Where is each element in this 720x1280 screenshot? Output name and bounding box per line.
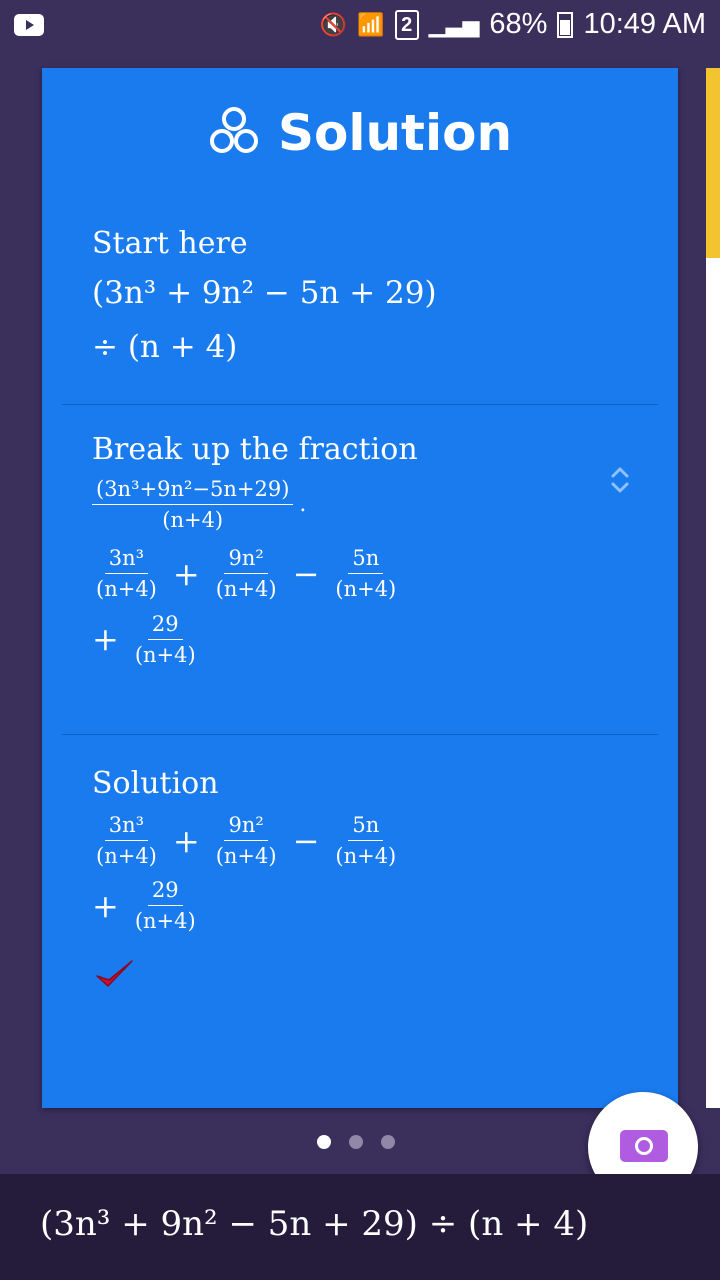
solution-fractions-row [92,878,652,933]
signal-icon: ▁▃▅ [428,11,480,37]
camera-icon [620,1130,668,1162]
expression-line: ÷ (n + 4) [92,329,238,365]
solution-fractions-row [92,813,652,868]
card-title: Solution [277,104,513,162]
status-bar [0,0,720,50]
split-fractions-row [92,612,652,667]
status-icons [320,8,706,41]
step-break-up-fraction [92,432,652,667]
divider [62,404,658,405]
logo-icon [208,105,264,161]
step-title: Solution [92,766,219,801]
operator: + [172,821,200,860]
fraction: $\frac{\text{3n³}}{(n+4)}$ [96,813,157,869]
step-solution [92,766,652,934]
fraction: $\frac{5n}{(n+4)}$ [335,813,397,869]
problem-expression: (3n³ + 9n² − 5n + 29) ÷ (n + 4) [40,1204,589,1244]
next-card-peek[interactable] [706,68,720,1108]
fraction: $\frac{\text{9n²}}{(n+4)}$ [215,546,277,602]
operator: + [92,620,119,659]
battery-icon [557,12,573,38]
fraction: $\frac{29}{(n+4)}$ [134,878,196,934]
pager-dot[interactable] [317,1135,331,1149]
step-title: Break up the fraction [92,432,418,467]
collapse-toggle-icon[interactable] [608,464,632,496]
expression-line: (3n³ + 9n² − 5n + 29) [92,275,437,311]
combined-fraction: $\frac{\text{(3n³+9n²−5n+29)}}{(n+4)}$ . [92,477,652,532]
clock: 10:49 AM [583,8,706,40]
operator: − [292,554,320,593]
divider [62,734,658,735]
fraction: $\frac{29}{(n+4)}$ [134,611,196,667]
pager-dot[interactable] [349,1135,363,1149]
fraction: $\frac{\text{9n²}}{(n+4)}$ [215,813,277,869]
battery-percent: 68% [489,8,548,40]
pager-dots [317,1135,395,1149]
step-title: Start here [92,226,248,261]
operator: − [292,821,320,860]
vibrate-mute-icon: 🔇 [319,11,348,37]
step-start-here [92,226,652,365]
play-notification-icon [14,14,44,36]
split-fractions-row [92,546,652,601]
fraction: $\frac{\text{(3n³+9n²−5n+29)}}{(n+4)}$ [92,477,293,532]
solution-card [42,68,678,1108]
checkmark-icon [94,958,134,990]
operator: + [172,554,200,593]
wifi-icon: 📶 [357,11,385,37]
pager-dot[interactable] [381,1135,395,1149]
sim-indicator: 2 [395,10,419,40]
fraction: $\frac{5n}{(n+4)}$ [335,546,397,602]
operator: + [92,886,119,925]
fraction: $\frac{\text{3n³}}{(n+4)}$ [96,546,157,602]
bottom-expression-bar[interactable] [0,1174,720,1280]
card-header [42,98,678,168]
